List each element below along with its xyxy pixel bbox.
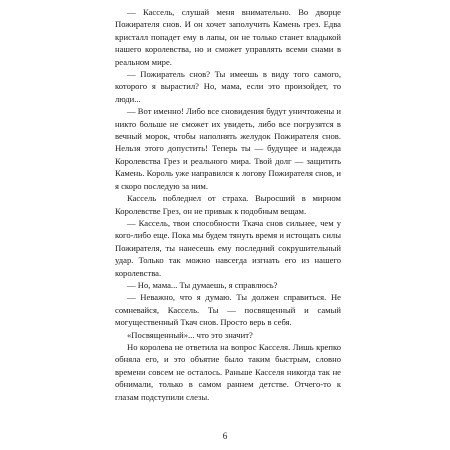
paragraph: — Кассель, твои способности Ткача снов сильнее, чем у кого-либо еще. Пока мы будем тянуть время и истощать силы Пожирателя, ты нанесешь ему последний сокрушительный удар. Только так можно навсегда изгнать его из нашего королевства. [115, 217, 341, 278]
paragraph: — Пожиратель снов? Ты имеешь в виду того самого, которого я вырастил? Но, мама, если это произойдет, то люди... [115, 69, 341, 104]
paragraph: — Кассель, слушай меня внимательно. Во дворце Пожирателя снов. И он хочет заполучить Камень грез. Едва кристалл попадет ему в лапы, он не только станет владыкой нашего королевства, но и сможет управлять всеми снами в реальном мире. [115, 7, 341, 67]
paragraph: Кассель побледнел от страха. Выросший в мирном Королевстве Грез, он не привык к подобным вещам. [115, 193, 341, 216]
page-number: 6 [222, 431, 228, 441]
body-text [115, 6, 341, 403]
paragraph: — Неважно, что я думаю. Ты должен справиться. Не сомневайся, Кассель. Ты — посвященный и самый могущественный Ткач снов. Просто верь в себя. [115, 292, 341, 328]
paragraph: Но королева не ответила на вопрос Касселя. Лишь крепко обняла его, и это объятие было таким быстрым, словно времени совсем не осталось. Раньше Касселя никогда так не обнимали, только в самом раннем детстве. Отчего-то к глазам подступили слезы. [115, 341, 341, 402]
paragraph: «Посвященный»... что это значит? [127, 329, 253, 340]
paragraph: — Вот именно! Либо все сновидения будут уничтожены и никто больше не сможет их увидеть, либо все погрузятся в вечный морок, чтобы наполнять желудок Пожирателя снов. Нельзя этого допустить! Теперь ты — будущее и надежда Королевства Грез и реального мира. Твой долг — защитить Камень. Король уже направился к логову Пожирателя снов, и я скоро последую за ним. [115, 106, 341, 191]
paragraph: — Но, мама... Ты думаешь, я справлюсь? [127, 279, 278, 290]
